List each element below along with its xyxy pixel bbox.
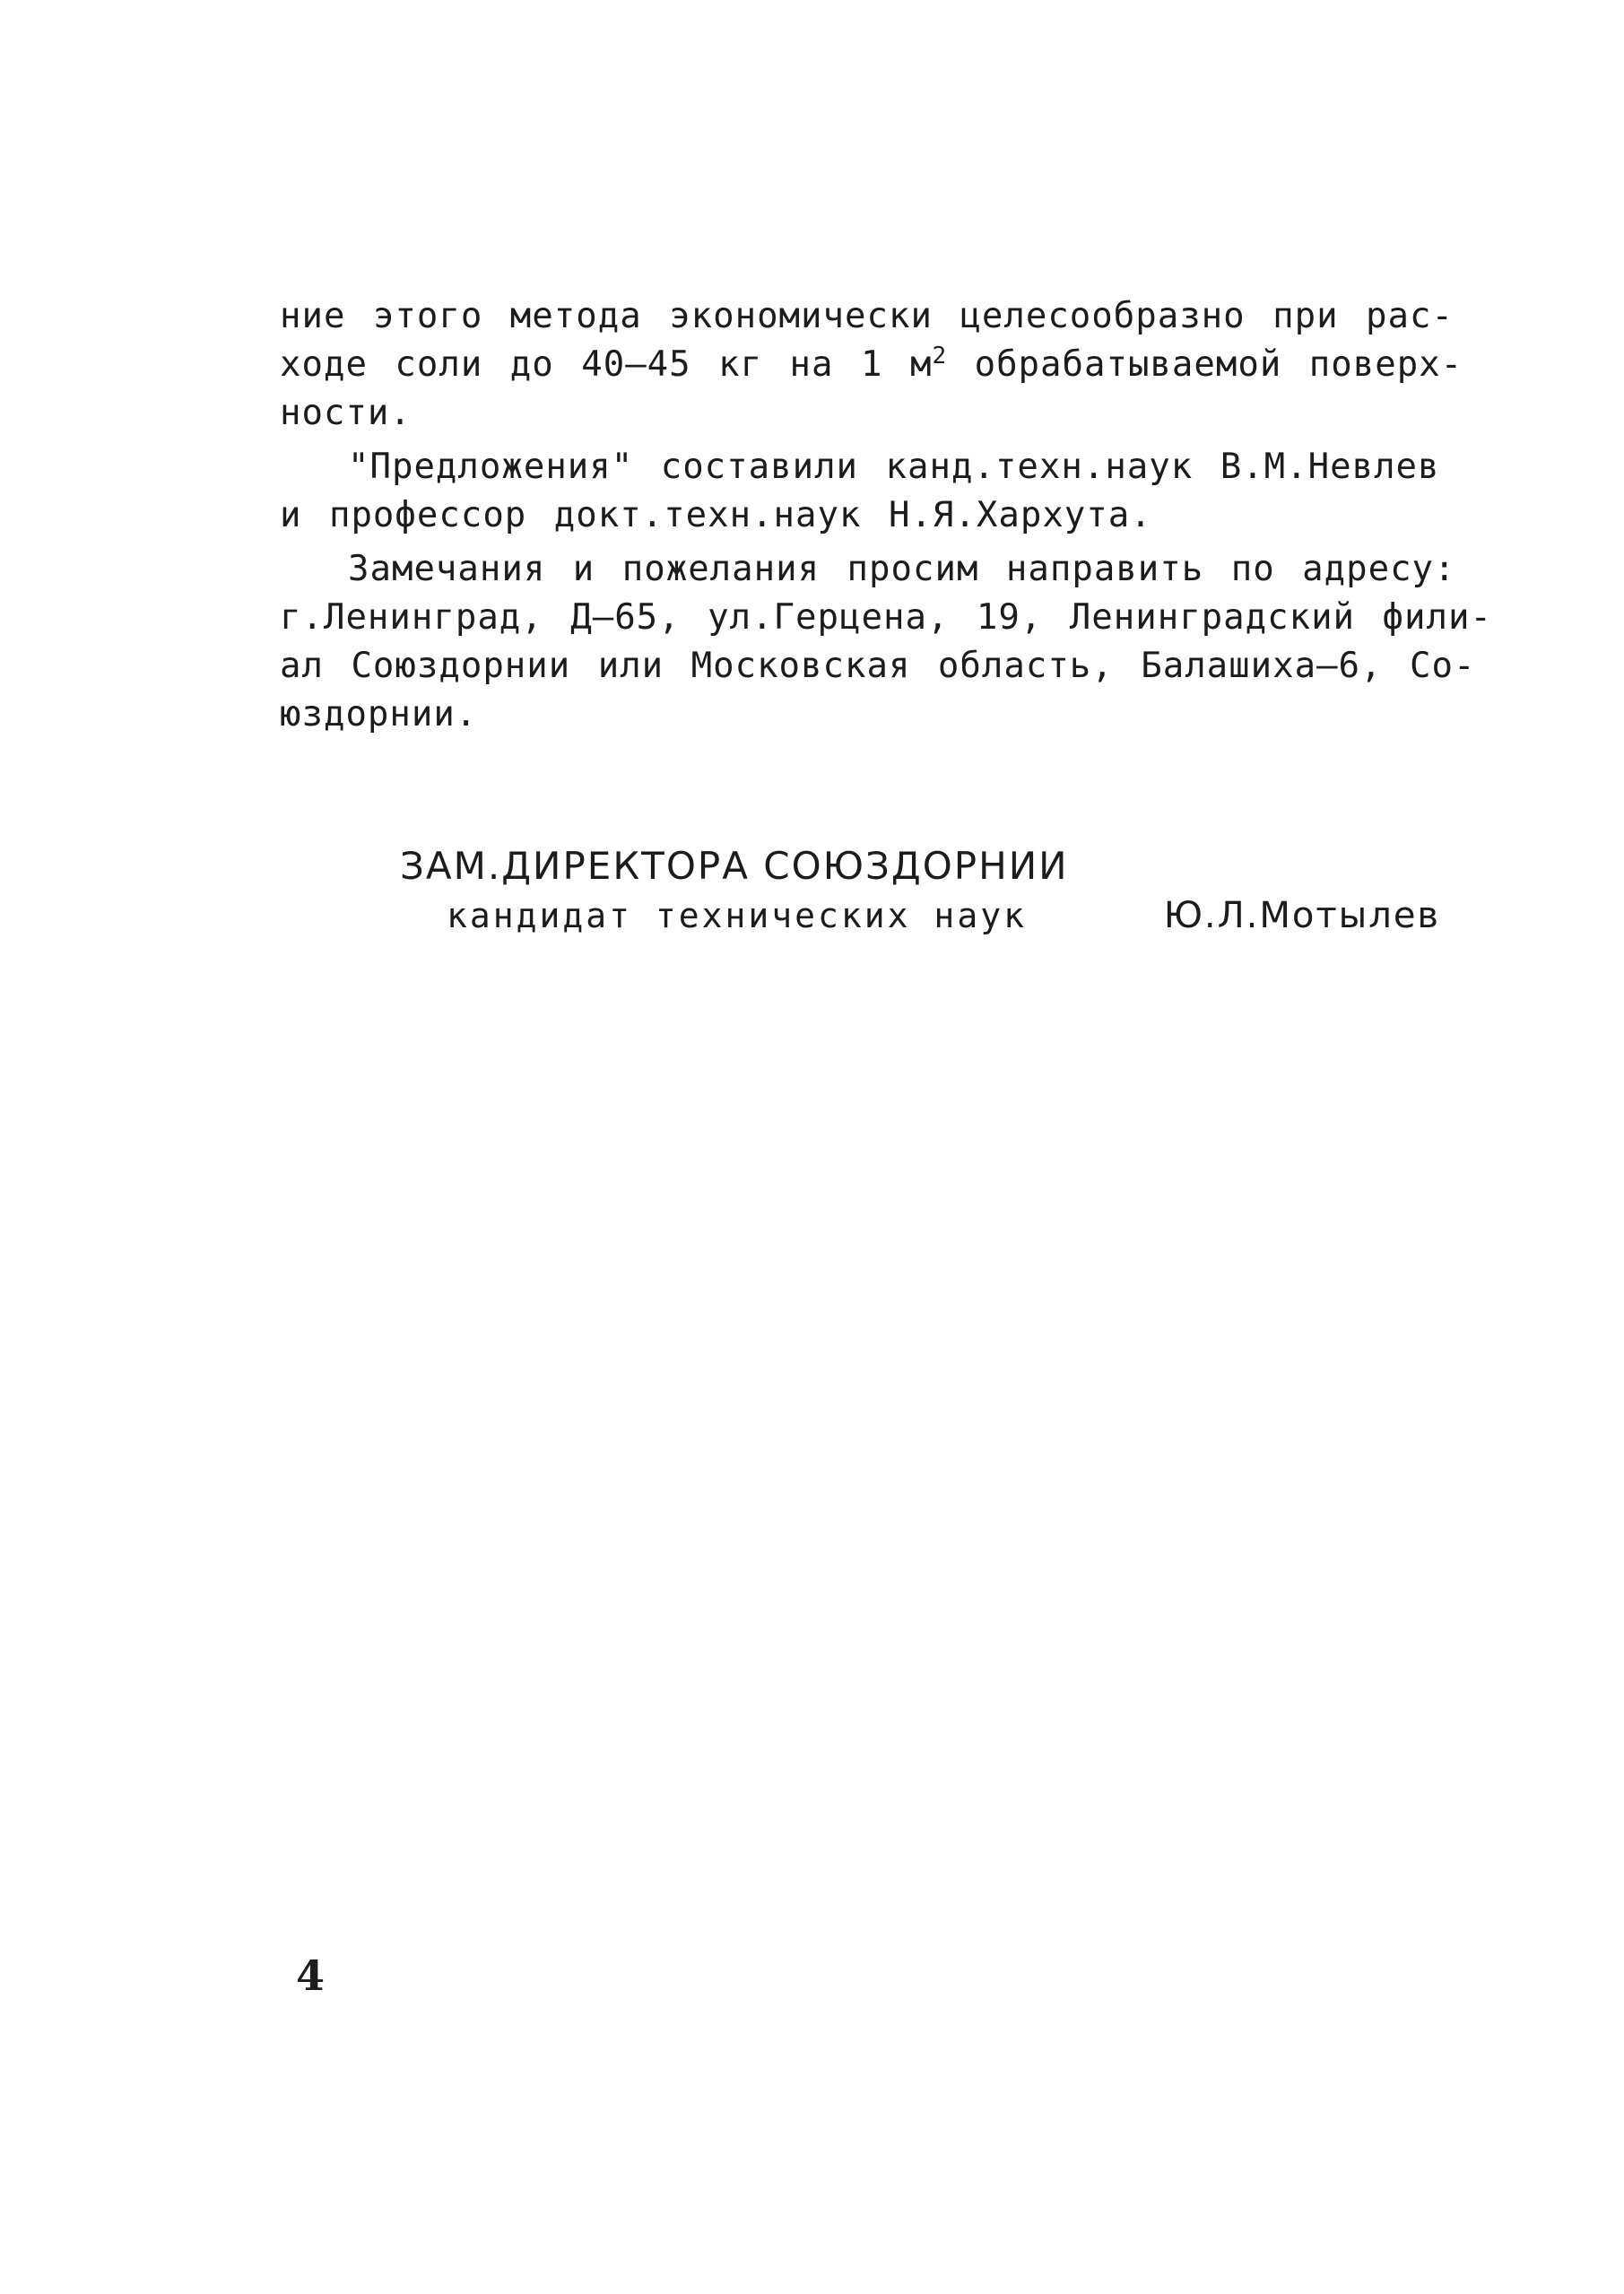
text-line: юздорнии. [280, 694, 478, 734]
text-fragment: обрабатываемой поверх- [947, 344, 1463, 385]
text-line: г.Ленинград, Д–65, ул.Герцена, 19, Ленинградский фили- [280, 597, 1492, 638]
signature-block [400, 841, 1521, 936]
text-line: Замечания и пожелания просим направить по адресу: [348, 549, 1456, 589]
text-line: "Предложения" составили канд.техн.наук В.М.Невлев [348, 447, 1440, 487]
superscript: 2 [932, 343, 948, 369]
page-number: 4 [296, 1951, 326, 2000]
text-line [280, 341, 1472, 389]
text-line: ности. [280, 393, 412, 433]
signature-row [400, 895, 1440, 936]
text-fragment: ходе соли до 40–45 кг на 1 м [280, 344, 933, 385]
text-line: ал Союздорнии или Московская область, Балашиха–6, Со- [280, 646, 1476, 686]
signature-title: ЗАМ.ДИРЕКТОРА СОЮЗДОРНИИ [400, 844, 1069, 888]
signature-degree: кандидат технических наук [447, 896, 1027, 935]
text-line: и профессор докт.техн.наук Н.Я.Хархута. [280, 495, 1152, 535]
paragraph-cost-note [280, 292, 1472, 438]
signature-name: Ю.Л.Мотылев [1163, 895, 1440, 936]
text-line: ние этого метода экономически целесообразно при рас- [280, 296, 1454, 336]
paragraph-address [280, 545, 1492, 739]
paragraph-authors [280, 443, 1472, 540]
body-text [280, 292, 1492, 744]
